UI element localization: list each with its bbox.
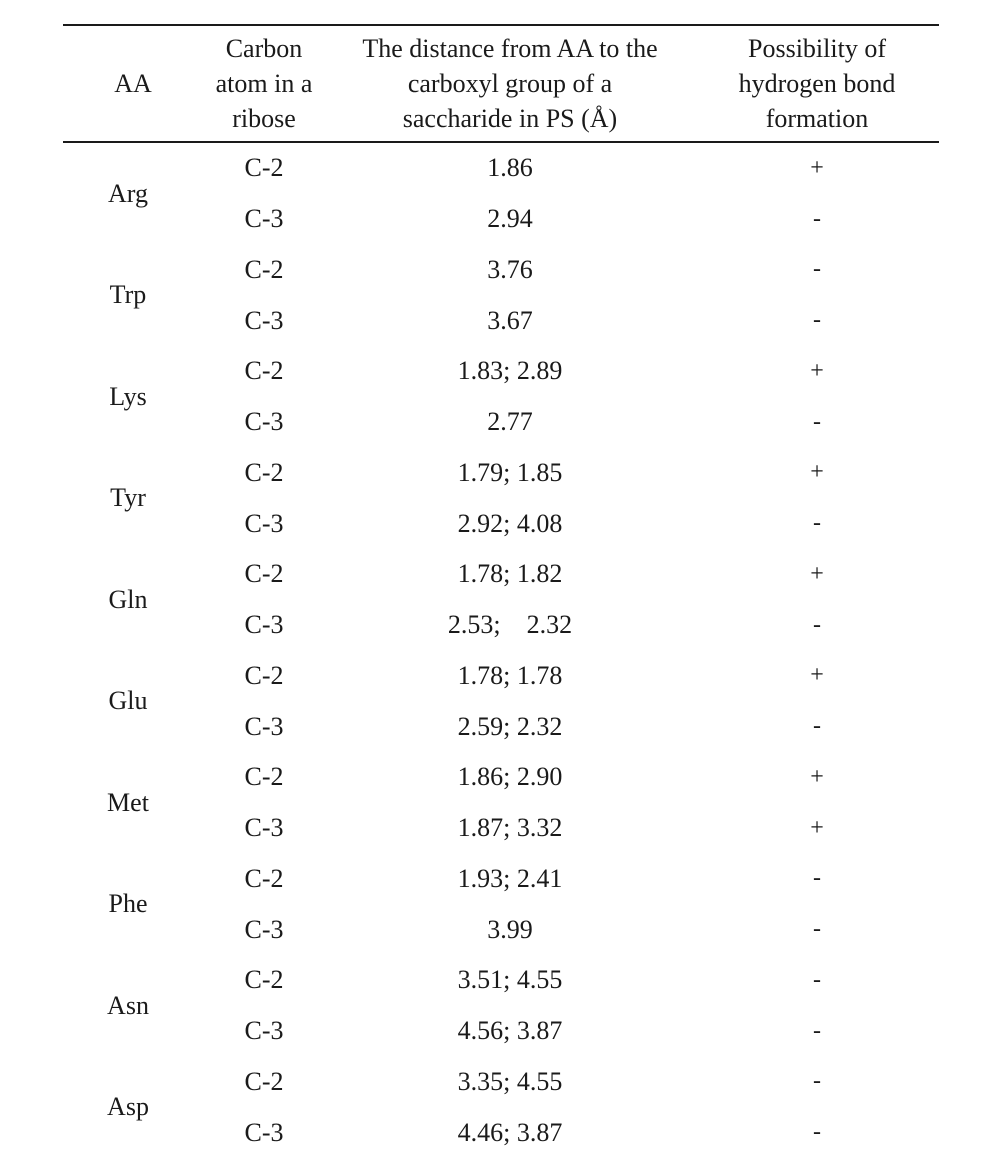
amino-acid-group bbox=[63, 752, 939, 854]
carbon-atom-cell: C-3 bbox=[244, 711, 284, 741]
possibility-cell: - bbox=[813, 916, 821, 943]
distance-cell: 1.86 bbox=[487, 153, 533, 183]
table-row bbox=[63, 245, 939, 296]
possibility-cell: - bbox=[813, 205, 821, 232]
table-row bbox=[63, 295, 939, 346]
carbon-atom-cell: C-3 bbox=[244, 610, 284, 640]
distance-cell: 2.92; 4.08 bbox=[457, 508, 563, 538]
distance-cell: 1.78; 1.78 bbox=[457, 660, 563, 690]
table-row bbox=[63, 549, 939, 600]
distance-cell: 1.78; 1.82 bbox=[457, 559, 563, 589]
distance-cell: 1.83; 2.89 bbox=[457, 356, 563, 386]
carbon-atom-cell: C-3 bbox=[244, 407, 284, 437]
distance-cell: 2.59; 2.32 bbox=[457, 711, 563, 741]
table-row bbox=[63, 397, 939, 448]
table-row bbox=[63, 1057, 939, 1108]
possibility-cell: - bbox=[813, 408, 821, 435]
carbon-atom-cell: C-2 bbox=[244, 965, 284, 995]
amino-acid-cell: Asn bbox=[107, 990, 149, 1020]
carbon-atom-cell: C-3 bbox=[244, 1016, 284, 1046]
table-row bbox=[63, 448, 939, 499]
distance-cell: 2.77 bbox=[487, 407, 533, 437]
table-row bbox=[63, 1107, 939, 1158]
amino-acid-group bbox=[63, 245, 939, 347]
possibility-cell: - bbox=[813, 1068, 821, 1095]
carbon-atom-cell: C-2 bbox=[244, 356, 284, 386]
distance-cell: 2.53; 2.32 bbox=[447, 610, 573, 640]
possibility-cell: - bbox=[813, 1017, 821, 1044]
table-row bbox=[63, 904, 939, 955]
possibility-cell: + bbox=[810, 763, 824, 790]
table-row bbox=[63, 854, 939, 905]
amino-acid-cell: Gln bbox=[108, 584, 148, 614]
possibility-cell: - bbox=[813, 611, 821, 638]
possibility-cell: - bbox=[813, 307, 821, 334]
table-row bbox=[63, 955, 939, 1006]
amino-acid-group bbox=[63, 143, 939, 245]
table-row bbox=[63, 651, 939, 702]
possibility-cell: + bbox=[810, 662, 824, 689]
carbon-atom-cell: C-3 bbox=[244, 813, 284, 843]
distance-cell: 3.35; 4.55 bbox=[457, 1066, 563, 1096]
header-aa: AA bbox=[114, 69, 152, 98]
amino-acid-cell: Met bbox=[107, 787, 149, 817]
carbon-atom-cell: C-3 bbox=[244, 204, 284, 234]
distance-cell: 3.76 bbox=[487, 254, 533, 284]
amino-acid-group bbox=[63, 549, 939, 651]
distance-cell: 4.46; 3.87 bbox=[457, 1117, 563, 1147]
possibility-cell: - bbox=[813, 256, 821, 283]
table-row bbox=[63, 346, 939, 397]
amino-acid-cell: Phe bbox=[108, 889, 148, 919]
distance-cell: 1.87; 3.32 bbox=[457, 813, 563, 843]
amino-acid-cell: Glu bbox=[108, 686, 148, 716]
carbon-atom-cell: C-3 bbox=[244, 508, 284, 538]
possibility-cell: + bbox=[810, 154, 824, 181]
distance-cell: 1.93; 2.41 bbox=[457, 863, 563, 893]
amino-acid-cell: Arg bbox=[108, 178, 148, 208]
amino-acid-group bbox=[63, 448, 939, 550]
amino-acid-group bbox=[63, 346, 939, 448]
table-row bbox=[63, 752, 939, 803]
carbon-atom-cell: C-2 bbox=[244, 660, 284, 690]
amino-acid-cell: Asp bbox=[107, 1092, 149, 1122]
amino-acid-group bbox=[63, 955, 939, 1057]
amino-acid-cell: Tyr bbox=[110, 483, 146, 513]
table-row bbox=[63, 600, 939, 651]
possibility-cell: + bbox=[810, 459, 824, 486]
carbon-atom-cell: C-2 bbox=[244, 863, 284, 893]
distance-cell: 2.94 bbox=[487, 204, 533, 234]
distance-cell: 3.51; 4.55 bbox=[457, 965, 563, 995]
header-carbon-atom: Carbon atom in a ribose bbox=[215, 34, 313, 133]
carbon-atom-cell: C-2 bbox=[244, 153, 284, 183]
possibility-cell: - bbox=[813, 1119, 821, 1146]
distance-cell: 4.56; 3.87 bbox=[457, 1016, 563, 1046]
amino-acid-group bbox=[63, 651, 939, 753]
possibility-cell: - bbox=[813, 510, 821, 537]
table-row bbox=[63, 1006, 939, 1057]
carbon-atom-cell: C-2 bbox=[244, 457, 284, 487]
carbon-atom-cell: C-3 bbox=[244, 914, 284, 944]
distance-cell: 3.67 bbox=[487, 305, 533, 335]
distance-cell: 3.99 bbox=[487, 914, 533, 944]
possibility-cell: - bbox=[813, 966, 821, 993]
carbon-atom-cell: C-2 bbox=[244, 1066, 284, 1096]
amino-acid-group bbox=[63, 854, 939, 956]
amino-acid-cell: Lys bbox=[109, 381, 147, 411]
table-row bbox=[63, 143, 939, 194]
table-row bbox=[63, 498, 939, 549]
possibility-cell: + bbox=[810, 560, 824, 587]
possibility-cell: + bbox=[810, 357, 824, 384]
carbon-atom-cell: C-2 bbox=[244, 559, 284, 589]
carbon-atom-cell: C-2 bbox=[244, 254, 284, 284]
table-row bbox=[63, 701, 939, 752]
table-row bbox=[63, 803, 939, 854]
possibility-cell: - bbox=[813, 713, 821, 740]
amino-acid-group bbox=[63, 1057, 939, 1159]
header-distance: The distance from AA to the carboxyl group of a saccharide in PS (Å) bbox=[362, 34, 658, 133]
amino-acid-cell: Trp bbox=[109, 280, 147, 310]
header-possibility: Possibility of hydrogen bond formation bbox=[738, 34, 896, 133]
distance-cell: 1.86; 2.90 bbox=[457, 762, 563, 792]
table-row bbox=[63, 194, 939, 245]
possibility-cell: - bbox=[813, 865, 821, 892]
table-body bbox=[63, 143, 939, 1158]
carbon-atom-cell: C-2 bbox=[244, 762, 284, 792]
distance-cell: 1.79; 1.85 bbox=[457, 457, 563, 487]
carbon-atom-cell: C-3 bbox=[244, 305, 284, 335]
possibility-cell: + bbox=[810, 814, 824, 841]
carbon-atom-cell: C-3 bbox=[244, 1117, 284, 1147]
